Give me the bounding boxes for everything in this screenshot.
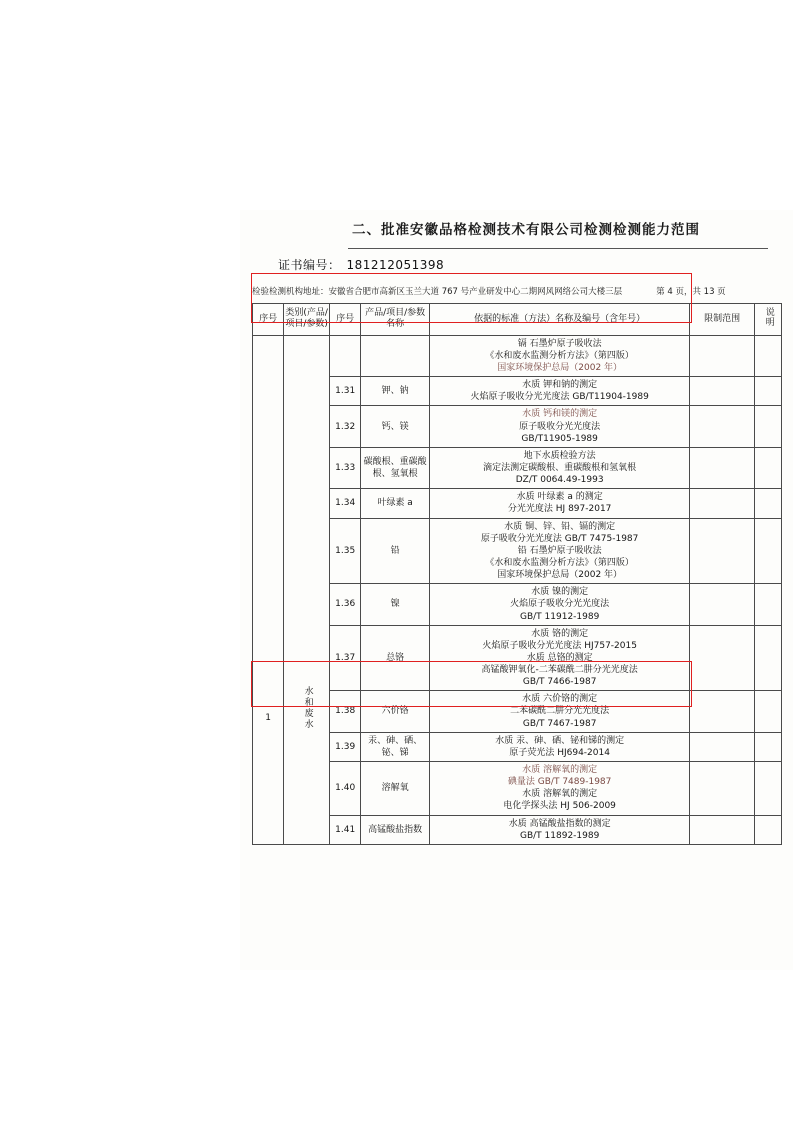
standard-line: 原子吸收分光光度法 GB/T 7475-1987 (480, 533, 639, 544)
cell-standard (430, 406, 690, 447)
standard-line: 水质 总铬的测定 (526, 652, 593, 663)
table-row (253, 447, 782, 488)
cell-item-name: 总铬 (361, 625, 430, 691)
cell-sub-seq: 1.34 (330, 489, 361, 518)
address-row (252, 285, 793, 297)
standard-line: 铅 石墨炉原子吸收法 (517, 545, 602, 556)
standard-line: 水质 钾和钠的测定 (522, 380, 598, 391)
cell-sub-seq: 1.37 (330, 625, 361, 691)
cell-limit (690, 691, 755, 732)
title-underline (348, 248, 768, 249)
category-label: 水和废水 (302, 685, 313, 730)
header-item-name: 产品/项目/参数名称 (361, 304, 430, 336)
standard-line: GB/T 7466-1987 (522, 677, 597, 688)
cell-standard (430, 335, 690, 376)
table-row (253, 406, 782, 447)
standard-line: 火焰原子吸收分光光度法 HJ757-2015 (482, 640, 637, 651)
cell-item-name: 叶绿素 a (361, 489, 430, 518)
certificate-number: 181212051398 (346, 258, 445, 272)
standard-line: GB/T 11912-1989 (520, 611, 600, 622)
cell-limit (690, 406, 755, 447)
standard-line: 高锰酸钾氧化-二苯碳酰二肼分光光度法 (481, 665, 638, 676)
standard-line: 水质 六价铬的测定 (522, 694, 598, 705)
cell-category (284, 335, 330, 844)
cell-item-name: 镍 (361, 584, 430, 625)
cell-item-name: 铅 (361, 518, 430, 584)
standard-line: 原子荧光法 HJ694-2014 (509, 747, 610, 758)
cell-item-name: 高锰酸盐指数 (361, 815, 430, 844)
standard-line: 碘量法 GB/T 7489-1987 (507, 777, 612, 788)
header-seq: 序号 (253, 304, 284, 336)
standard-line: 水质 铬的测定 (531, 628, 589, 639)
standard-line: DZ/T 0064.49-1993 (515, 475, 604, 486)
header-limit: 限制范围 (690, 304, 755, 336)
standard-line: 水质 铜、锌、铅、镉的测定 (504, 521, 616, 532)
cell-note (754, 584, 781, 625)
cell-sub-seq: 1.33 (330, 447, 361, 488)
cell-limit (690, 377, 755, 406)
cell-sub-seq: 1.32 (330, 406, 361, 447)
table-row (253, 762, 782, 816)
cell-sub-seq: 1.31 (330, 377, 361, 406)
cell-note (754, 489, 781, 518)
cell-limit (690, 732, 755, 761)
cell-item-name: 钾、钠 (361, 377, 430, 406)
standard-line: 地下水质检验方法 (523, 450, 596, 461)
cell-limit (690, 625, 755, 691)
cell-note (754, 625, 781, 691)
cell-standard (430, 584, 690, 625)
table-header-row (253, 304, 782, 336)
institution-address: 检验检测机构地址：安徽省合肥市高新区玉兰大道 767 号产业研发中心二期网风网络公司大楼三层 (252, 287, 623, 297)
standard-line: 镉 石墨炉原子吸收法 (517, 338, 602, 349)
standard-line: 水质 溶解氧的测定 (522, 765, 598, 776)
cell-sub-seq (330, 335, 361, 376)
cell-item-name: 碳酸根、重碳酸根、氢氧根 (361, 447, 430, 488)
cell-note (754, 691, 781, 732)
standard-line: 电化学探头法 HJ 506-2009 (503, 801, 616, 812)
table-row (253, 815, 782, 844)
cell-standard (430, 762, 690, 816)
cell-standard (430, 732, 690, 761)
standard-line: 国家环境保护总局（2002 年） (497, 362, 623, 373)
header-note: 说明 (754, 304, 781, 336)
page-title: 二、批准安徽品格检测技术有限公司检测检测能力范围 (352, 222, 700, 238)
cell-note (754, 377, 781, 406)
cell-standard (430, 691, 690, 732)
table-row (253, 518, 782, 584)
cell-note (754, 815, 781, 844)
table-row (253, 489, 782, 518)
standard-line: GB/T 7467-1987 (522, 718, 597, 729)
table-row (253, 625, 782, 691)
cell-item-name: 钙、镁 (361, 406, 430, 447)
cell-sub-seq: 1.41 (330, 815, 361, 844)
cell-standard (430, 815, 690, 844)
cell-note (754, 335, 781, 376)
table-row (253, 377, 782, 406)
certificate-label: 证书编号： (278, 258, 341, 272)
cell-note (754, 406, 781, 447)
standard-line: GB/T 11892-1989 (520, 830, 600, 841)
standard-line: 水质 高锰酸盐指数的测定 (508, 818, 611, 829)
standard-line: 《水和废水监测分析方法》（第四版） (485, 350, 634, 361)
scan-surface (240, 210, 793, 970)
cell-item-name: 汞、砷、硒、铋、锑 (361, 732, 430, 761)
cell-standard (430, 489, 690, 518)
cell-row-seq: 1 (253, 335, 284, 844)
table-row (253, 691, 782, 732)
cell-standard (430, 447, 690, 488)
cell-sub-seq: 1.35 (330, 518, 361, 584)
cell-standard (430, 377, 690, 406)
scanned-document (120, 105, 774, 865)
cell-standard (430, 518, 690, 584)
standard-line: 国家环境保护总局（2002 年） (497, 570, 623, 581)
standard-line: 水质 镍的测定 (531, 587, 589, 598)
cell-limit (690, 584, 755, 625)
header-standard: 依据的标准（方法）名称及编号（含年号） (430, 304, 690, 336)
cell-note (754, 518, 781, 584)
standard-line: 二苯碳酰二肼分光光度法 (510, 706, 610, 717)
table-row (253, 732, 782, 761)
standard-line: 分光光度法 HJ 897-2017 (507, 504, 612, 515)
cell-limit (690, 762, 755, 816)
cell-limit (690, 489, 755, 518)
standard-line: 水质 叶绿素 a 的测定 (516, 492, 603, 503)
cell-sub-seq: 1.38 (330, 691, 361, 732)
table-row (253, 335, 782, 376)
standard-line: 《水和废水监测分析方法》（第四版） (485, 557, 634, 568)
cell-sub-seq: 1.39 (330, 732, 361, 761)
certificate-line (278, 256, 793, 273)
standard-line: GB/T11905-1989 (521, 433, 598, 444)
standard-line: 滴定法测定碳酸根、重碳酸根和氢氧根 (483, 462, 637, 473)
header-sub-seq: 序号 (330, 304, 361, 336)
cell-item-name (361, 335, 430, 376)
page-number: 第 4 页，共 13 页 (656, 287, 726, 297)
cell-limit (690, 335, 755, 376)
standard-line: 原子吸收分光光度法 (519, 421, 601, 432)
cell-item-name: 溶解氧 (361, 762, 430, 816)
standard-line: 水质 溶解氧的测定 (522, 789, 598, 800)
standard-line: 水质 汞、砷、硒、铋和锑的测定 (495, 735, 625, 746)
capability-table (252, 303, 782, 845)
cell-sub-seq: 1.40 (330, 762, 361, 816)
cell-item-name: 六价铬 (361, 691, 430, 732)
cell-limit (690, 518, 755, 584)
cell-standard (430, 625, 690, 691)
cell-limit (690, 815, 755, 844)
header-category: 类别(产品/项目/参数) (284, 304, 330, 336)
standard-line: 火焰原子吸收分光光度法 GB/T11904-1989 (470, 392, 649, 403)
standard-line: 火焰原子吸收分光光度法 (510, 599, 610, 610)
standard-line: 水质 钙和镁的测定 (522, 409, 598, 420)
cell-note (754, 447, 781, 488)
cell-limit (690, 447, 755, 488)
cell-sub-seq: 1.36 (330, 584, 361, 625)
cell-note (754, 762, 781, 816)
table-body (253, 335, 782, 844)
table-row (253, 584, 782, 625)
cell-note (754, 732, 781, 761)
